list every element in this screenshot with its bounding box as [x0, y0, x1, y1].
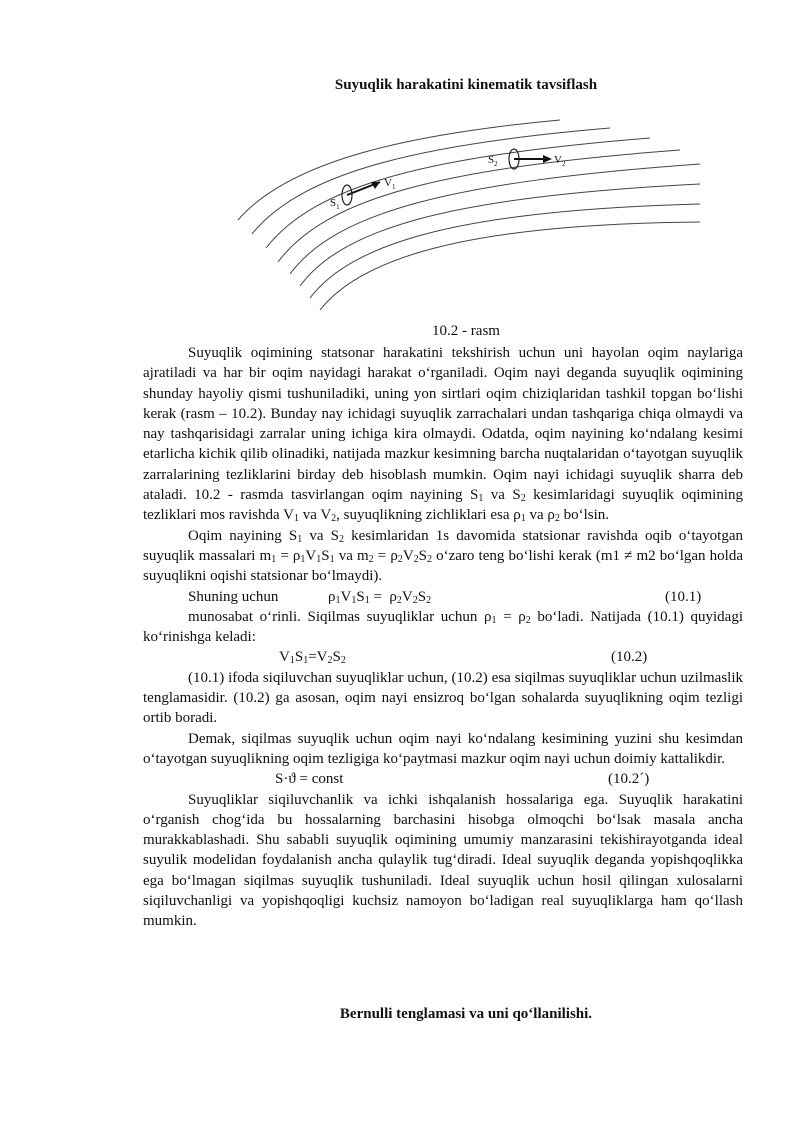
equation-number: (10.1) [665, 588, 702, 605]
streamline [238, 120, 560, 220]
equation-number: (10.2´) [608, 771, 650, 788]
equation-formula: S·ϑ = const [275, 771, 344, 788]
arrowhead [543, 155, 552, 163]
streamline [290, 164, 700, 274]
equation-10-2 [143, 647, 743, 667]
section-heading: Suyuqlik harakatini kinematik tavsiflash [334, 77, 598, 93]
paragraph-4: (10.1) ifoda siqiluvchan suyuqliklar uchun, (10.2) esa siqilmas suyuqliklar uchun uzilmaslik tenglamasidir. (10.2) ga asosan, oqim nayi ensizroq boʻlgan sohalarda suyuqlikning oqim tezligi ortib boradi. [143, 669, 743, 727]
paragraph-2: Oqim nayining $S_1$ va $S_2$ kesimlaridan 1s davomida statsionar ravishda oqib oʻtayotgan suyuqlik massalari $m_1 = \rho_1V_1S_1$ va $m_2 = \rho_2V_2S_2$ oʻzaro teng boʻlishi kerak (m1 ≠ m2 boʻlgan holda suyuqlikni oqishi statsionar boʻlmaydi). [143, 527, 743, 585]
label-v2: V [554, 154, 562, 166]
streamline [310, 204, 700, 298]
svg-text:V1: $V_1$ [384, 177, 396, 191]
label-s1: S [330, 197, 337, 209]
paragraph-3: munosabat oʻrinli. Siqilmas suyuqliklar uchun $\rho_1 = \rho_2$ boʻladi. Natijada (10.1) quyidagi koʻrinishga keladi: [143, 608, 744, 646]
svg-text:S2: $S_2$ [488, 154, 498, 168]
equation-number: (10.2) [611, 649, 648, 666]
svg-text:V2: $V_2$ [554, 154, 566, 168]
streamline [320, 222, 700, 310]
equation-10-1 [143, 587, 743, 607]
paragraph-1: Suyuqlik oqimining statsonar harakatini tekshirish uchun uni hayolan oqim naylariga ajratiladi va har bir oqim nayidagi harakat oʻrganiladi. Oqim nayi deganda suyuqlik oqimining shunday hayoliy qismi tushuniladiki, uning yon sirtlari oqim chiziqlaridan tashkil topgan boʻlishi kerak (rasm – 10.2). Bunday nay ichidagi suyuqlik zarrachalari undan tashqariga chiqa olmaydi va nay tashqarisidagi zarralar uning ichiga kira olmaydi. Odatda, oqim nayining koʻndalang kesimi etarlicha kichik qilib olinadiki, natijada mazkur kesimning barcha nuqtalaridan oʻtayotgan suyuqlik zarralarining tezliklarini birday deb hisoblash mumkin. Oqim nayi ichidagi suyuqlik sharra deb ataladi. 10.2 - rasmda tasvirlangan oqim nayining $S_1$ va $S_2$ kesimlaridagi suyuqlik oqimining tezliklari mos ravishda $V_1$ va $V_2$, suyuqlikning zichliklari esa $\rho_1$ va $\rho_2$ boʻlsin. [143, 345, 743, 525]
equation-formula: $\rho_1V_1S_1 = \rho_2V_2S_2$ [328, 588, 432, 606]
equation-lead-text: Shuning uchun [188, 588, 279, 605]
section-heading-2: Bernulli tenglamasi va uni qoʻllanilishi. [339, 1006, 593, 1022]
equation-formula: $V_1S_1=V_2S_2$ [279, 649, 346, 667]
stream-tube-figure [230, 112, 700, 312]
svg-text:S1: $S_1$ [330, 197, 340, 211]
figure-caption: 10.2 - rasm [432, 323, 500, 339]
paragraph-5: Demak, siqilmas suyuqlik uchun oqim nayi koʻndalang kesimining yuzini shu kesimdan oʻtayotgan suyuqlikning oqim tezligiga koʻpaytmasi mazkur oqim nayi uchun doimiy kattalikdir. [143, 730, 743, 767]
streamline [252, 128, 610, 234]
label-v1: V [384, 177, 392, 189]
label-s2: S [488, 154, 495, 166]
equation-10-2-prime [143, 769, 743, 789]
paragraph-6: Suyuqliklar siqiluvchanlik va ichki ishqalanish hossalariga ega. Suyuqlik harakatini oʻrganish chogʻida bu hossalarning barchasini hisobga olmoqchi boʻlsak masala ancha murakkablashadi. Shu sababli suyuqlik oqimining umumiy manzarasini tekishirayotganda ideal suyulik modelidan foydalanish ancha qulaylik tugʻdiradi. Ideal suyuqlik deganda yopishqoqlikka ega boʻlmagan siqilmas suyuqlik tushuniladi. Ideal suyuqlik uchun hosil qilingan xulosalarni siqiluvchanligi va yopishqoqligi kuchsiz namoyon boʻladigan real suyuqliklarga ham qoʻllash mumkin. [143, 791, 743, 930]
body-text [143, 343, 743, 932]
